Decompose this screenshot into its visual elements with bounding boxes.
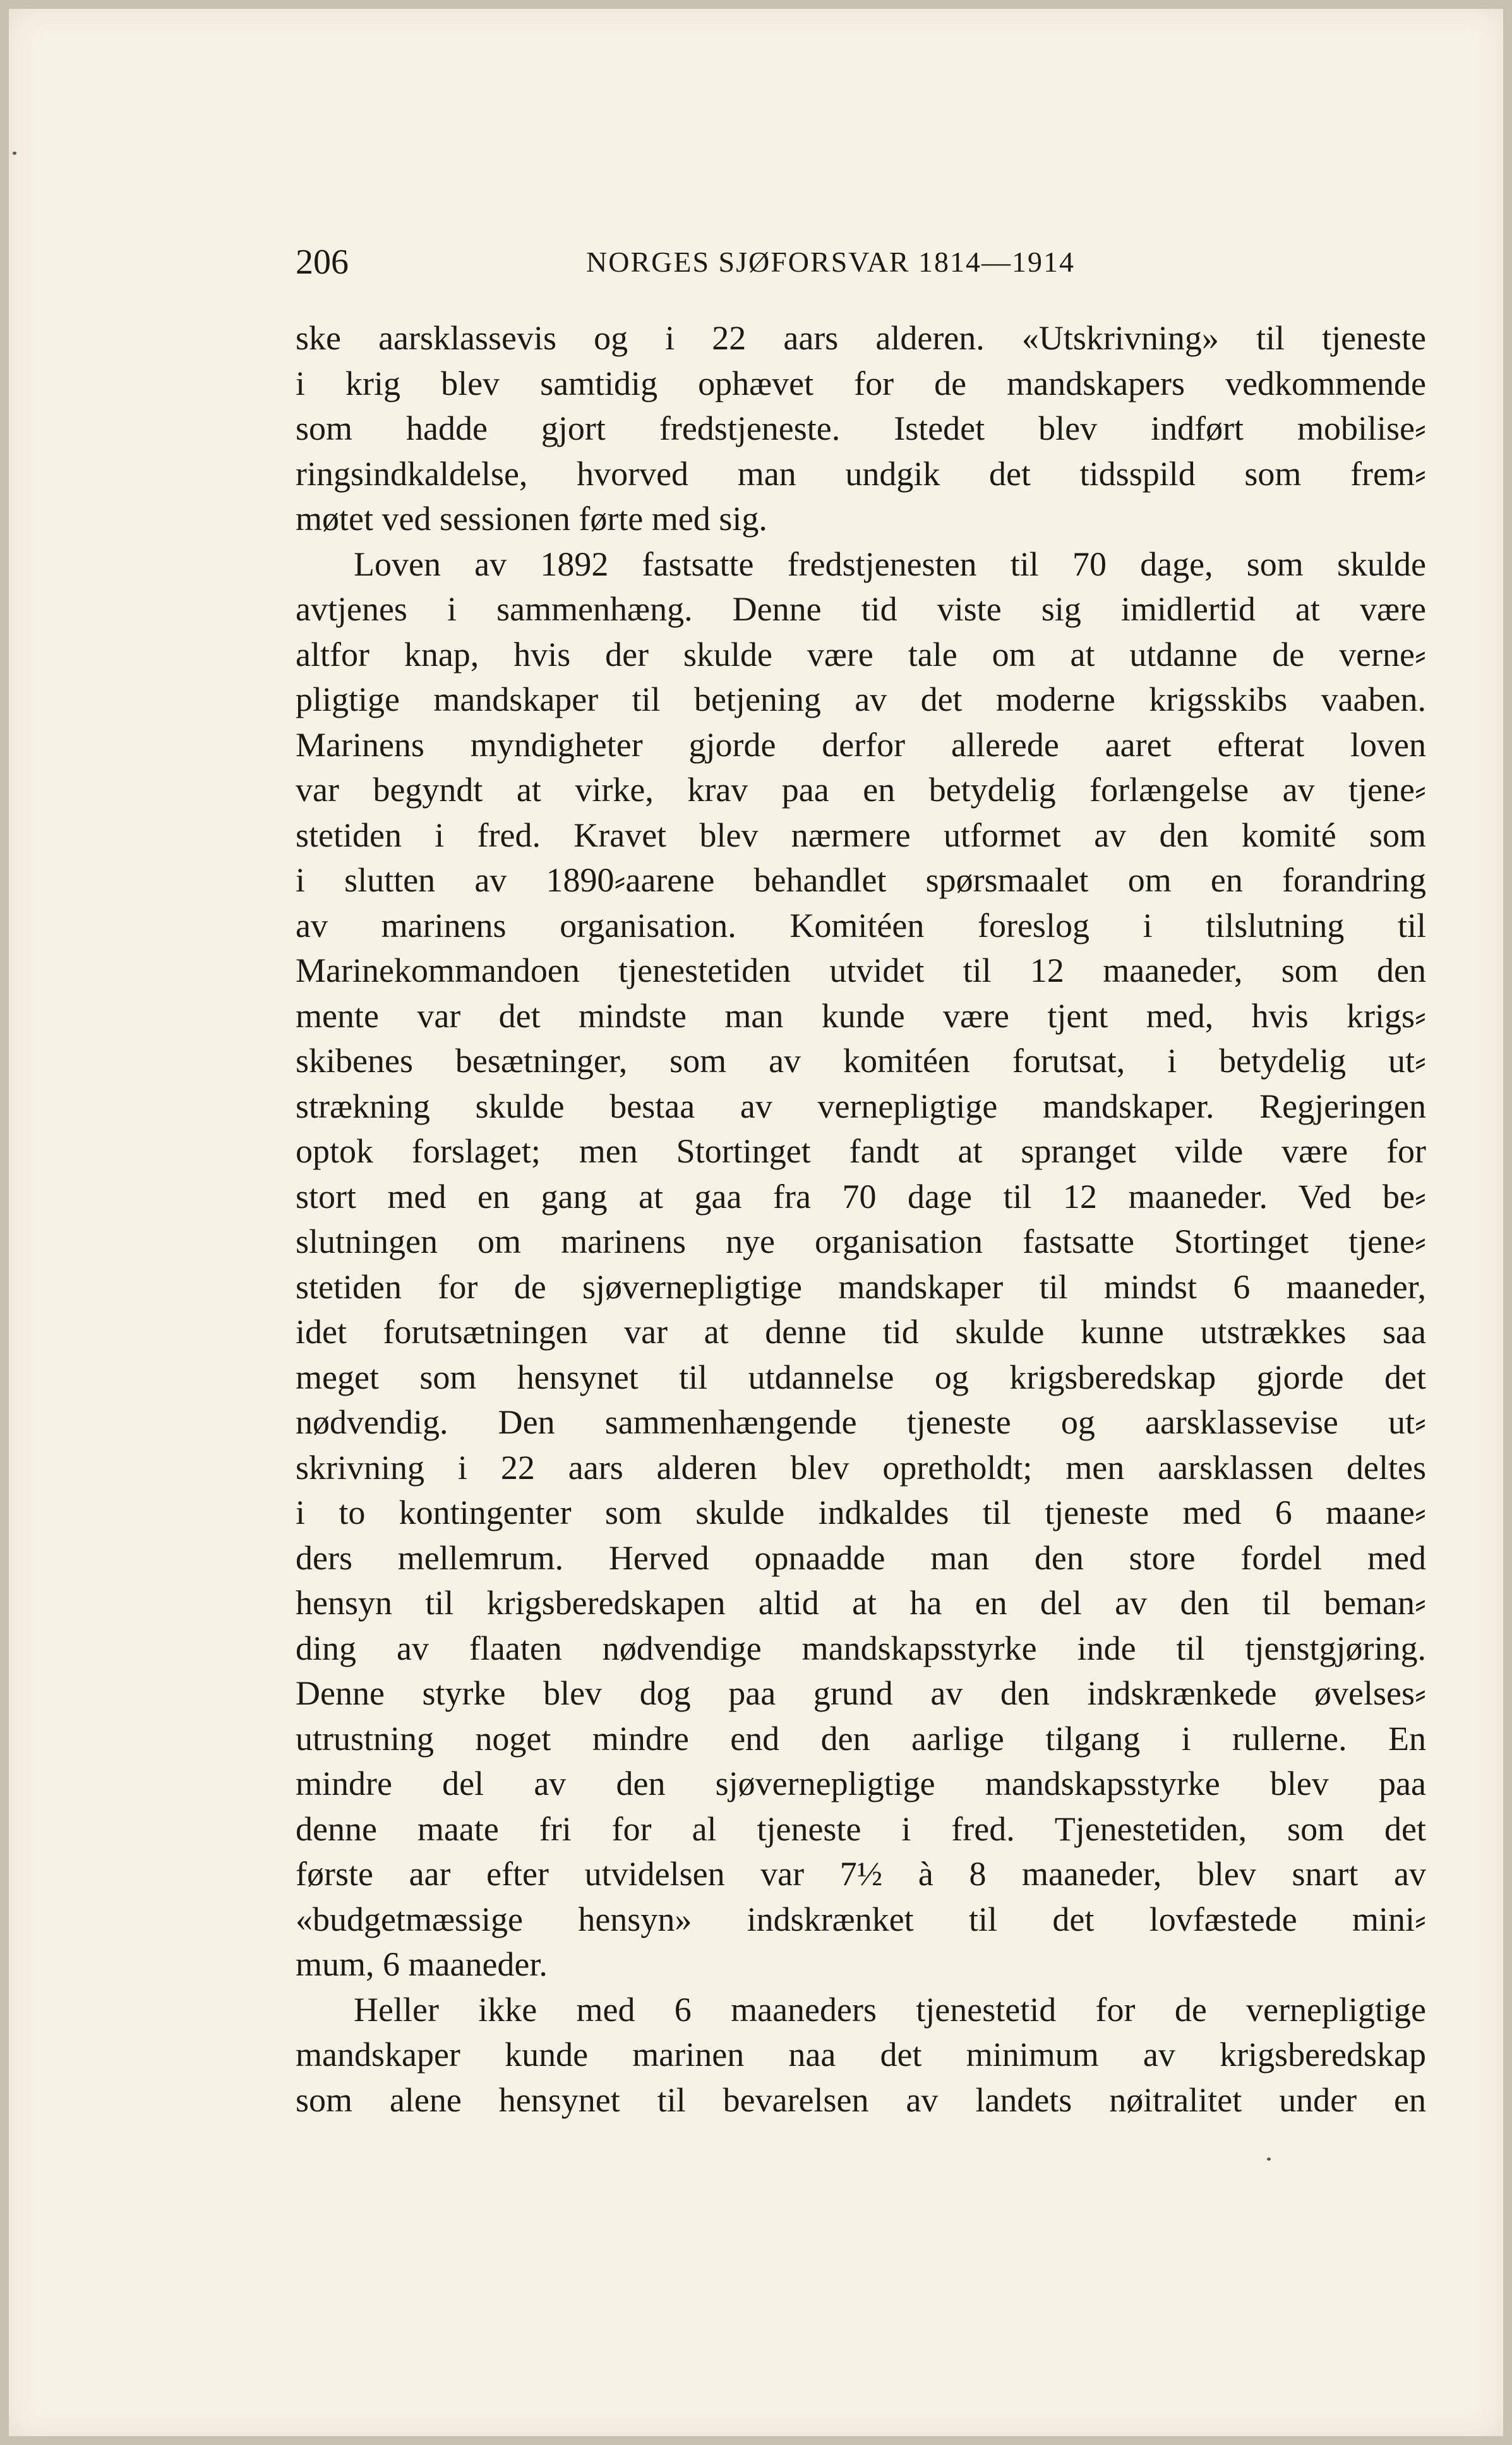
text-line: Loven av 1892 fastsatte fredstjenesten til 70 dage, som skulde bbox=[354, 545, 1426, 583]
text-line: Marinekommandoen tjenestetiden utvidet til 12 maaneder, som den bbox=[296, 951, 1426, 989]
text-line: idet forutsætningen var at denne tid skulde kunne utstrækkes saa bbox=[296, 1313, 1426, 1351]
text-line: skrivning i 22 aars alderen blev opretholdt; men aarsklassen deltes bbox=[296, 1448, 1426, 1487]
text-line: altfor knap, hvis der skulde være tale om at utdanne de verne⸗ bbox=[296, 635, 1426, 673]
text-line: slutningen om marinens nye organisation fastsatte Stortinget tjene⸗ bbox=[296, 1222, 1426, 1260]
text-line: meget som hensynet til utdannelse og krigsberedskap gjorde det bbox=[296, 1358, 1426, 1396]
page-header bbox=[296, 234, 1426, 291]
text-line: Denne styrke blev dog paa grund av den indskrænkede øvelses⸗ bbox=[296, 1674, 1426, 1712]
paragraph bbox=[296, 1988, 1426, 2123]
text-line: i slutten av 1890⸗aarene behandlet spørsmaalet om en forandring bbox=[296, 861, 1426, 899]
text-line: stetiden i fred. Kravet blev nærmere utformet av den komité som bbox=[296, 816, 1426, 854]
text-line: i to kontingenter som skulde indkaldes til tjeneste med 6 maane⸗ bbox=[296, 1494, 1426, 1531]
text-line: møtet ved sessionen førte med sig. bbox=[296, 500, 767, 538]
paper-speck bbox=[13, 152, 16, 155]
text-line: optok forslaget; men Stortinget fandt at spranget vilde være for bbox=[296, 1132, 1426, 1170]
text-line: var begyndt at virke, krav paa en betydelig forlængelse av tjene⸗ bbox=[296, 771, 1426, 809]
paragraph bbox=[296, 542, 1426, 1988]
text-line: mum, 6 maaneder. bbox=[296, 1945, 548, 1983]
text-line: skibenes besætninger, som av komitéen forutsat, i betydelig ut⸗ bbox=[296, 1042, 1426, 1080]
paragraph bbox=[296, 316, 1426, 542]
text-line: mente var det mindste man kunde være tjent med, hvis krigs⸗ bbox=[296, 996, 1426, 1035]
text-line: Heller ikke med 6 maaneders tjenestetid for de vernepligtige bbox=[354, 1990, 1426, 2029]
text-line: stort med en gang at gaa fra 70 dage til 12 maaneder. Ved be⸗ bbox=[296, 1177, 1426, 1216]
text-line: Marinens myndigheter gjorde derfor allerede aaret efterat loven bbox=[296, 725, 1426, 764]
text-line: mindre del av den sjøvernepligtige mandskapsstyrke blev paa bbox=[296, 1765, 1426, 1802]
text-line: utrustning noget mindre end den aarlige tilgang i rullerne. En bbox=[296, 1719, 1426, 1758]
text-line: pligtige mandskaper til betjening av det moderne krigsskibs vaaben. bbox=[296, 680, 1426, 718]
text-line: ders mellemrum. Herved opnaadde man den store fordel med bbox=[296, 1538, 1426, 1577]
text-line: hensyn til krigsberedskapen altid at ha en del av den til beman⸗ bbox=[296, 1584, 1426, 1622]
text-line: i krig blev samtidig ophævet for de mandskapers vedkommende bbox=[296, 364, 1426, 402]
text-line: som alene hensynet til bevarelsen av landets nøitralitet under en bbox=[296, 2080, 1426, 2119]
running-head: NORGES SJØFORSVAR 1814—1914 bbox=[586, 246, 1075, 278]
text-line: av marinens organisation. Komitéen foreslog i tilslutning til bbox=[296, 906, 1426, 945]
text-line: stetiden for de sjøvernepligtige mandskaper til mindst 6 maaneder, bbox=[296, 1267, 1426, 1306]
text-line: ringsindkaldelse, hvorved man undgik det tidsspild som frem⸗ bbox=[296, 454, 1426, 493]
text-line: avtjenes i sammenhæng. Denne tid viste sig imidlertid at være bbox=[296, 590, 1426, 628]
text-line: denne maate fri for al tjeneste i fred. Tjenestetiden, som det bbox=[296, 1809, 1426, 1848]
text-line: ding av flaaten nødvendige mandskapsstyrke inde til tjenstgjøring. bbox=[296, 1629, 1426, 1667]
paper-speck bbox=[1267, 2158, 1271, 2161]
text-line: «budgetmæssige hensyn» indskrænket til det lovfæstede mini⸗ bbox=[296, 1900, 1426, 1938]
page-number: 206 bbox=[296, 243, 349, 282]
text-line: ske aarsklassevis og i 22 aars alderen. «Utskrivning» til tjeneste bbox=[296, 319, 1426, 357]
text-line: første aar efter utvidelsen var 7½ à 8 maaneder, blev snart av bbox=[296, 1855, 1426, 1893]
text-line: mandskaper kunde marinen naa det minimum av krigsberedskap bbox=[296, 2036, 1426, 2074]
text-line: nødvendig. Den sammenhængende tjeneste og aarsklassevise ut⸗ bbox=[296, 1403, 1426, 1441]
text-line: som hadde gjort fredstjeneste. Istedet blev indført mobilise⸗ bbox=[296, 409, 1426, 447]
text-line: strækning skulde bestaa av vernepligtige mandskaper. Regjeringen bbox=[296, 1087, 1426, 1125]
body-text bbox=[296, 316, 1426, 2123]
